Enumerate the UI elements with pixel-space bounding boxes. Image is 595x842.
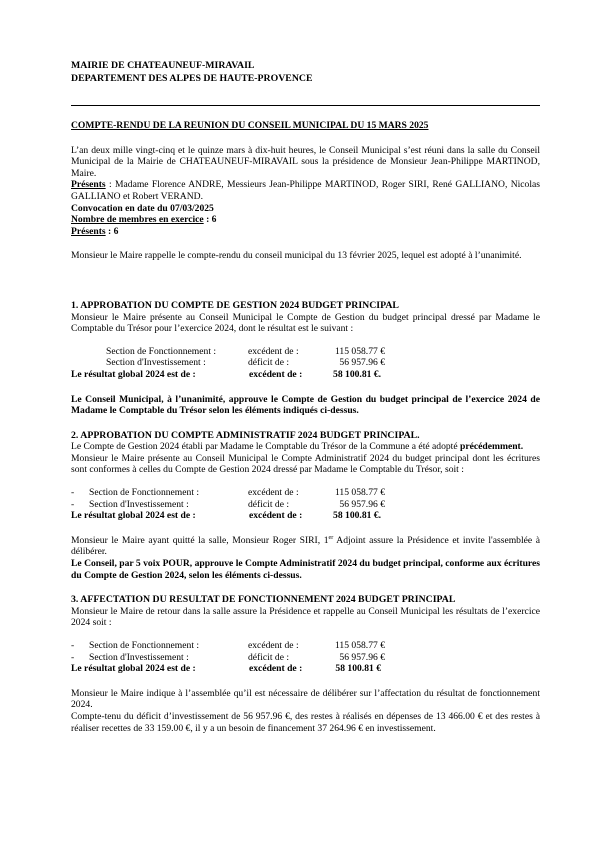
presents-label: Présents (71, 179, 106, 191)
section-1-title: 1. APPROBATION DU COMPTE DE GESTION 2024 BUDGET PRINCIPAL (71, 299, 399, 311)
mairie-name: MAIRIE DE CHATEAUNEUF-MIRAVAIL (71, 60, 255, 71)
section-2-intro: Le Compte de Gestion 2024 établi par Madame le Comptable du Trésor de la Commune a été adopté précédemment. (71, 441, 524, 453)
section-1-investissement-row: Section d'Investissement : déficit de : 56 957.96 € (106, 357, 385, 369)
presents-count: Présents : 6 (71, 225, 119, 237)
convocation-date: Convocation en date du 07/03/2025 (71, 202, 214, 214)
section-1-fonctionnement-row: Section de Fonctionnement : excédent de : 115 058.77 € (106, 345, 385, 357)
section-2-global-row: Le résultat global 2024 est de : excédent de : 58 100.81 €. (71, 510, 381, 522)
intro-paragraph: L’an deux mille vingt-cinq et le quinze mars à dix-huit heures, le Conseil Municipal s’est réuni dans la salle du Conseil Municipal de la Mairie de CHATEAUNEUF-MIRAVAIL sous la présidence de Monsieur Jean-Philippe MARTINOD, Maire. (71, 144, 540, 179)
section-3-global-row: Le résultat global 2024 est de : excédent de : 58 100.81 € (71, 663, 381, 675)
section-3-intro: Monsieur le Maire de retour dans la salle assure la Présidence et rappelle au Conseil Municipal les résultats de l’exercice 2024 soit : (71, 605, 540, 629)
section-1-global-row: Le résultat global 2024 est de : excédent de : 58 100.81 €. (71, 368, 381, 380)
section-2-decision: Le Conseil, par 5 voix POUR, approuve le Compte Administratif 2024 du budget principal, conforme aux écritures du Compte de Gestion 2024, selon les éléments ci-dessus. (71, 558, 540, 581)
section-3-paragraph-2: Compte-tenu du déficit d’investissement de 56 957.96 €, des restes à réalisés en dépenses de 13 466.00 € et des restes à réaliser recettes de 33 159.00 €, il y a un besoin de financement 37 264.96 € en investissement. (71, 710, 540, 734)
section-2-presidence: Monsieur le Maire ayant quitté la salle, Monsieur Roger SIRI, 1er Adjoint assure la Présidence et invite l'assemblée à délibérer. (71, 534, 541, 558)
members-count: Nombre de membres en exercice : 6 (71, 214, 217, 226)
section-2-investissement-row: - Section d'Investissement : déficit de : 56 957.96 € (71, 498, 385, 510)
presents-paragraph (71, 179, 540, 202)
section-3-figures (71, 640, 540, 675)
header-divider (71, 105, 540, 106)
section-3-paragraph-1: Monsieur le Maire indique à l’assemblée qu’il est nécessaire de délibérer sur l’affectation du résultat de fonctionnement 2024. (71, 687, 540, 711)
section-1-figures (71, 346, 540, 381)
section-3-fonctionnement-row: - Section de Fonctionnement : excédent de : 115 058.77 € (71, 640, 385, 651)
section-1-intro: Monsieur le Maire présente au Conseil Municipal le Compte de Gestion du budget principal dressé par Madame le Comptable du Trésor pour l’exercice 2024, dont le résultat est le suivant : (71, 311, 540, 335)
document-title: COMPTE-RENDU DE LA REUNION DU CONSEIL MUNICIPAL DU 15 MARS 2025 (71, 120, 429, 131)
previous-minutes-approval: Monsieur le Maire rappelle le compte-rendu du conseil municipal du 13 février 2025, lequel est adopté à l’unanimité. (71, 250, 522, 262)
section-2-title: 2. APPROBATION DU COMPTE ADMINISTRATIF 2024 BUDGET PRINCIPAL. (71, 429, 420, 441)
section-1-decision: Le Conseil Municipal, à l’unanimité, approuve le Compte de Gestion du budget principal de l’exercice 2024 de Madame le Comptable du Trésor selon les éléments indiqués ci-dessus. (71, 393, 540, 417)
section-2-fonctionnement-row: - Section de Fonctionnement : excédent de : 115 058.77 € (71, 487, 385, 499)
presents-list: : Madame Florence ANDRE, Messieurs Jean-Philippe MARTINOD, Roger SIRI, René GALLIANO, Nicolas GALLIANO et Robert VERAND. (71, 179, 540, 202)
departement-name: DEPARTEMENT DES ALPES DE HAUTE-PROVENCE (71, 72, 313, 84)
section-3-title: 3. AFFECTATION DU RESULTAT DE FONCTIONNEMENT 2024 BUDGET PRINCIPAL (71, 594, 456, 606)
section-2-figures (71, 487, 540, 522)
section-2-intro-2: Monsieur le Maire présente au Conseil Municipal le Compte Administratif 2024 du budget principal dont les écritures sont conformes à celles du Compte de Gestion 2024 dressé par Madame le Comptable du Trésor, soit : (71, 452, 540, 476)
letterhead (71, 60, 540, 85)
section-3-investissement-row: - Section d'Investissement : déficit de : 56 957.96 € (71, 651, 385, 663)
